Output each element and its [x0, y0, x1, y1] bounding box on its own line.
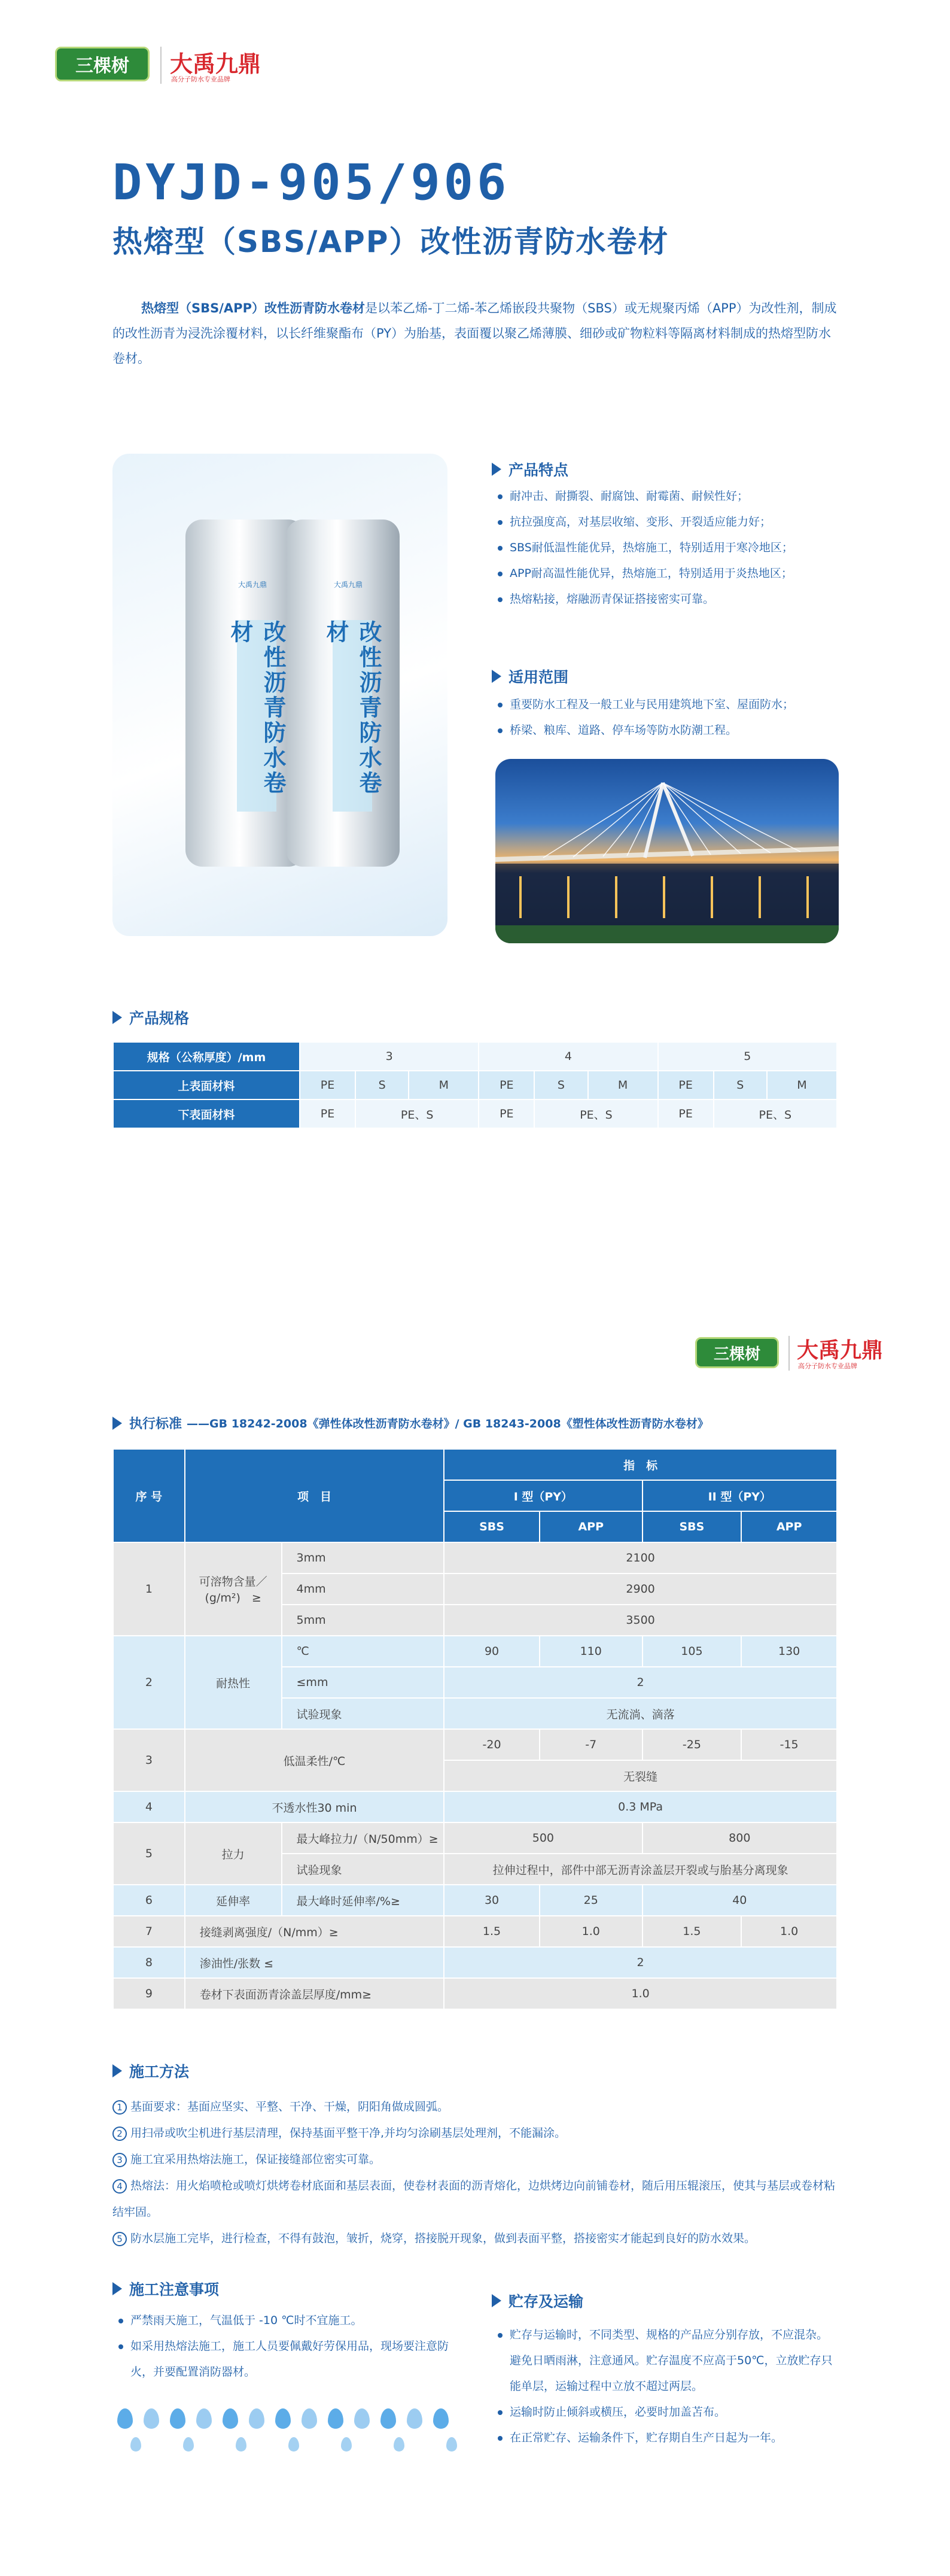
table-row: [113, 1791, 837, 1822]
list-item: 运输时防止倾斜或横压，必要时加盖苫布。: [497, 2399, 839, 2425]
table-cell: 试验现象: [282, 1698, 444, 1729]
brand-logo-dayu-sub: 高分子防水专业品牌: [171, 75, 230, 83]
spec-table: [112, 1041, 838, 1129]
table-cell: 无裂缝: [444, 1760, 837, 1791]
storage-heading-text: 贮存及运输: [509, 2293, 584, 2310]
product-model: DYJD-905/906: [112, 154, 510, 211]
hdr-no: 序 号: [113, 1449, 185, 1542]
list-item: 在正常贮存、运输条件下，贮存期自生产日起为一年。: [497, 2425, 839, 2451]
table-cell: 无流淌、滴落: [444, 1698, 837, 1729]
table-cell: 130: [741, 1636, 837, 1667]
notes-list: [117, 2308, 464, 2385]
table-cell: PE: [479, 1099, 534, 1128]
table-cell: 90: [444, 1636, 540, 1667]
brand-logo-dayu-sub-2: 高分子防水专业品牌: [798, 1362, 857, 1370]
intro-paragraph: [112, 296, 838, 371]
table-cell: PE: [658, 1099, 714, 1128]
spec-heading: [112, 1007, 189, 1028]
table-row: [113, 1885, 837, 1916]
table-cell: 2100: [444, 1542, 837, 1573]
arrow-icon: [112, 1011, 122, 1024]
spec-upper-label: 上表面材料: [113, 1071, 300, 1099]
step-text: 基面要求：基面应坚实、平整、干净、干燥，阴阳角做成圆弧。: [130, 2100, 449, 2113]
intro-text: 是以苯乙烯-丁二烯-苯乙烯嵌段共聚物（SBS）或无规聚丙烯（APP）为改性剂，制成的改性沥青为浸洗涂覆材料，以长纤维聚酯布（PY）为胎基，表面覆以聚乙烯薄膜、细砂或矿物粒料等隔离材料制成的热熔型防水卷材。: [112, 301, 837, 366]
table-cell: 最大峰拉力/（N/50mm）≥: [282, 1822, 444, 1854]
table-cell: 卷材下表面沥青涂盖层厚度/mm≥: [185, 1978, 444, 2009]
table-cell: 105: [643, 1636, 742, 1667]
table-cell: 110: [540, 1636, 643, 1667]
list-item: APP耐高温性能优异，热熔施工，特别适用于炎热地区；: [497, 561, 855, 587]
list-item: [112, 2173, 838, 2225]
drop-icon: [275, 2408, 291, 2429]
table-cell: 40: [643, 1885, 837, 1916]
bridge-photo: [495, 759, 839, 943]
table-cell: 不透水性30 min: [185, 1791, 444, 1822]
list-item: [112, 2225, 838, 2252]
storage-list: [497, 2322, 839, 2451]
table-cell: 最大峰时延伸率/%≥: [282, 1885, 444, 1916]
table-row: [113, 1729, 837, 1760]
table-row: [113, 1042, 837, 1071]
table-row: [113, 1542, 837, 1573]
table-cell: 1: [113, 1542, 185, 1636]
list-item: 贮存与运输时，不同类型、规格的产品应分别存放，不应混杂。避免日晒雨淋，注意通风。贮存温度不应高于50℃，立放贮存只能单层，运输过程中立放不超过两层。: [497, 2322, 839, 2399]
table-cell: 2: [444, 1947, 837, 1978]
table-cell: S: [714, 1071, 767, 1099]
table-cell: 1.5: [643, 1916, 742, 1947]
table-cell: ≤mm: [282, 1667, 444, 1698]
step-number: 5: [112, 2232, 127, 2246]
table-row: [113, 1636, 837, 1667]
hdr-type1: I 型（PY）: [444, 1480, 642, 1511]
table-cell: 接缝剥离强度/（N/mm）≥: [185, 1916, 444, 1947]
storage-heading: [492, 2290, 583, 2311]
table-cell: 800: [643, 1822, 837, 1854]
intro-bold: 热熔型（SBS/APP）改性沥青防水卷材: [141, 301, 365, 315]
table-row: [113, 1449, 837, 1480]
drop-icon: [341, 2437, 352, 2452]
step-number: 3: [112, 2153, 127, 2167]
drop-icon: [170, 2408, 185, 2429]
scope-list: [497, 692, 855, 743]
table-cell: 4: [113, 1791, 185, 1822]
hdr-app: APP: [741, 1511, 837, 1542]
table-cell: M: [588, 1071, 658, 1099]
hdr-index: 指 标: [444, 1449, 837, 1480]
list-item: [112, 2094, 838, 2120]
table-cell: 5mm: [282, 1605, 444, 1636]
table-row: [113, 1947, 837, 1978]
method-heading-text: 施工方法: [129, 2063, 190, 2080]
hdr-item: 项 目: [185, 1449, 444, 1542]
table-cell: 6: [113, 1885, 185, 1916]
drop-icon: [249, 2408, 264, 2429]
table-cell: PE、S: [534, 1099, 657, 1128]
water-drops-decoration: [117, 2404, 464, 2457]
table-cell: PE、S: [714, 1099, 837, 1128]
step-text: 热熔法：用火焰喷枪或喷灯烘烤卷材底面和基层表面，使卷材表面的沥青熔化，边烘烤边向前铺卷材，随后用压辊滚压，使其与基层或卷材粘结牢固。: [112, 2179, 836, 2219]
list-item: 重要防水工程及一般工业与民用建筑地下室、屋面防水；: [497, 692, 855, 718]
standard-heading-text: 执行标准: [129, 1417, 182, 1432]
table-cell: -7: [540, 1729, 643, 1760]
list-item: [112, 2120, 838, 2146]
roll-label-right: 改性沥青防水卷材: [333, 620, 372, 812]
notes-heading: [112, 2278, 219, 2299]
table-cell: PE: [300, 1071, 355, 1099]
hdr-app: APP: [540, 1511, 643, 1542]
list-item: 耐冲击、耐撕裂、耐腐蚀、耐霉菌、耐候性好；: [497, 484, 855, 509]
drop-icon: [433, 2408, 449, 2429]
table-cell: 2: [113, 1636, 185, 1729]
table-cell: 5: [113, 1822, 185, 1885]
drop-icon: [117, 2408, 133, 2429]
roll-label-left: 改性沥青防水卷材: [237, 620, 276, 812]
table-cell: 1.0: [540, 1916, 643, 1947]
drop-icon: [328, 2408, 343, 2429]
product-image: [112, 454, 447, 936]
table-cell: -25: [643, 1729, 742, 1760]
table-cell: 25: [540, 1885, 643, 1916]
scope-heading-text: 适用范围: [509, 669, 569, 686]
scope-heading: [492, 666, 568, 687]
table-cell: 3: [113, 1729, 185, 1791]
drop-icon: [223, 2408, 238, 2429]
table-cell: 3mm: [282, 1542, 444, 1573]
list-item: 抗拉强度高，对基层收缩、变形、开裂适应能力好；: [497, 509, 855, 535]
logo-divider-2: [788, 1336, 790, 1371]
brand-logo-sankeshu-2: 三棵树: [695, 1337, 779, 1368]
table-cell: 4mm: [282, 1573, 444, 1605]
drop-icon: [130, 2437, 141, 2452]
hdr-sbs: SBS: [643, 1511, 742, 1542]
drop-icon: [144, 2408, 159, 2429]
drop-icon: [302, 2408, 317, 2429]
drop-icon: [196, 2408, 212, 2429]
table-row: [113, 1099, 837, 1128]
table-cell: 9: [113, 1978, 185, 2009]
list-item: SBS耐低温性能优异，热熔施工，特别适用于寒冷地区；: [497, 535, 855, 561]
roll-brand-left: 大禹九鼎: [238, 581, 267, 589]
features-heading: [492, 458, 568, 480]
spec-lower-label: 下表面材料: [113, 1099, 300, 1128]
spec-heading-text: 产品规格: [129, 1010, 190, 1027]
hdr-type2: II 型（PY）: [643, 1480, 837, 1511]
arrow-icon: [112, 2282, 122, 2295]
table-cell: 可溶物含量／(g/m²) ≥: [185, 1542, 282, 1636]
table-cell: 4: [479, 1042, 657, 1071]
table-row: [113, 1978, 837, 2009]
step-number: 4: [112, 2179, 127, 2194]
list-item: 热熔粘接，熔融沥青保证搭接密实可靠。: [497, 587, 855, 612]
table-cell: 8: [113, 1947, 185, 1978]
table-cell: 拉力: [185, 1822, 282, 1885]
table-cell: 低温柔性/℃: [185, 1729, 444, 1791]
arrow-icon: [112, 1417, 122, 1430]
table-cell: ℃: [282, 1636, 444, 1667]
method-list: [112, 2094, 838, 2252]
drop-icon: [380, 2408, 396, 2429]
standard-heading: [112, 1414, 709, 1432]
table-cell: 0.3 MPa: [444, 1791, 837, 1822]
brand-logo-dayu-2: 大禹九鼎: [797, 1338, 884, 1363]
list-item: [112, 2146, 838, 2173]
table-cell: 耐热性: [185, 1636, 282, 1729]
drop-icon: [288, 2437, 299, 2452]
logo-divider: [160, 47, 162, 84]
standards-table: [112, 1448, 838, 2010]
table-cell: 1.0: [741, 1916, 837, 1947]
table-cell: PE: [658, 1071, 714, 1099]
features-list: [497, 484, 855, 612]
brand-logo-dayu: 大禹九鼎: [170, 51, 261, 77]
features-heading-text: 产品特点: [509, 461, 569, 479]
bridge-illustration: [495, 759, 839, 943]
product-name: 热熔型（SBS/APP）改性沥青防水卷材: [112, 224, 669, 259]
table-cell: 试验现象: [282, 1854, 444, 1885]
table-cell: S: [355, 1071, 409, 1099]
drop-icon: [183, 2437, 194, 2452]
standard-text: ——GB 18242-2008《弹性体改性沥青防水卷材》/ GB 18243-2008《塑性体改性沥青防水卷材》: [187, 1417, 709, 1430]
drop-icon: [394, 2437, 404, 2452]
table-cell: -15: [741, 1729, 837, 1760]
step-text: 用扫帚或吹尘机进行基层清理，保持基面平整干净,并均匀涂刷基层处理剂，不能漏涂。: [130, 2127, 567, 2140]
roll-brand-right: 大禹九鼎: [334, 581, 363, 589]
table-cell: 30: [444, 1885, 540, 1916]
table-cell: 500: [444, 1822, 642, 1854]
table-row: [113, 1822, 837, 1854]
table-cell: 1.5: [444, 1916, 540, 1947]
arrow-icon: [492, 670, 501, 683]
list-item: 严禁雨天施工，气温低于 -10 ℃时不宜施工。: [117, 2308, 464, 2334]
table-cell: M: [409, 1071, 479, 1099]
arrow-icon: [492, 463, 501, 476]
arrow-icon: [112, 2064, 122, 2077]
step-text: 防水层施工完毕，进行检查，不得有鼓泡，皱折，烧穿，搭接脱开现象，做到表面平整，搭接密实才能起到良好的防水效果。: [130, 2232, 756, 2245]
table-cell: 3: [300, 1042, 479, 1071]
table-cell: M: [767, 1071, 837, 1099]
drop-icon: [407, 2408, 422, 2429]
hdr-sbs: SBS: [444, 1511, 540, 1542]
table-cell: PE: [300, 1099, 355, 1128]
table-row: [113, 1071, 837, 1099]
list-item: 桥梁、粮库、道路、停车场等防水防潮工程。: [497, 718, 855, 743]
step-text: 施工宜采用热熔法施工，保证接缝部位密实可靠。: [130, 2153, 381, 2166]
drop-icon: [236, 2437, 246, 2452]
notes-heading-text: 施工注意事项: [129, 2281, 220, 2298]
spec-thickness-label: 规格（公称厚度）/mm: [113, 1042, 300, 1071]
table-cell: PE、S: [355, 1099, 479, 1128]
drop-icon: [354, 2408, 370, 2429]
table-row: [113, 1916, 837, 1947]
table-cell: 拉伸过程中，部件中部无沥青涂盖层开裂或与胎基分离现象: [444, 1854, 837, 1885]
table-cell: S: [534, 1071, 587, 1099]
table-cell: 延伸率: [185, 1885, 282, 1916]
drop-icon: [446, 2437, 457, 2452]
table-cell: 渗油性/张数 ≤: [185, 1947, 444, 1978]
step-number: 1: [112, 2100, 127, 2115]
brand-logo-sankeshu: 三棵树: [55, 47, 150, 81]
table-cell: 2900: [444, 1573, 837, 1605]
table-cell: 5: [658, 1042, 837, 1071]
table-cell: 2: [444, 1667, 837, 1698]
table-cell: -20: [444, 1729, 540, 1760]
table-cell: 1.0: [444, 1978, 837, 2009]
table-cell: 7: [113, 1916, 185, 1947]
list-item: 如采用热熔法施工，施工人员要佩戴好劳保用品，现场要注意防火，并要配置消防器材。: [117, 2334, 464, 2385]
step-number: 2: [112, 2127, 127, 2141]
table-cell: 3500: [444, 1605, 837, 1636]
arrow-icon: [492, 2294, 501, 2307]
method-heading: [112, 2060, 189, 2082]
table-cell: PE: [479, 1071, 534, 1099]
